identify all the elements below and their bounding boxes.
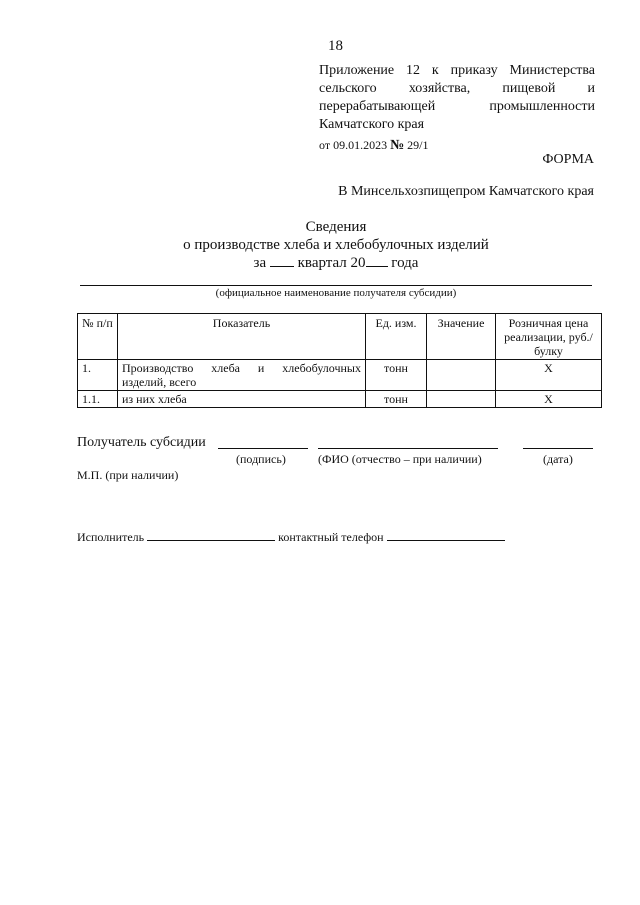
row-value <box>427 360 496 391</box>
row-indicator: из них хлеба <box>118 391 366 408</box>
phone-line <box>387 528 505 541</box>
page-number: 18 <box>328 38 343 54</box>
table-row <box>78 360 602 391</box>
row-value <box>427 391 496 408</box>
header-price: Розничная цена реализации, руб./булку <box>496 314 602 360</box>
full-name-caption: (ФИО (отчество – при наличии) <box>318 452 482 466</box>
full-name-line <box>318 448 498 449</box>
table-header-row <box>78 314 602 360</box>
title-period <box>80 254 592 272</box>
form-label: ФОРМА <box>542 152 594 167</box>
table-row <box>78 391 602 408</box>
signature-line <box>218 448 308 449</box>
appendix-line-2: сельского хозяйства, пищевой и <box>319 81 595 96</box>
phone-label: контактный телефон <box>278 530 384 544</box>
period-prefix: за <box>253 255 267 271</box>
row-unit: тонн <box>366 391 427 408</box>
recipient-name-line <box>80 285 592 286</box>
header-number: № п/п <box>78 314 118 360</box>
row-indicator: Производство хлеба и хлебобулочных изделий, всего <box>118 360 366 391</box>
title-line-1: Сведения <box>305 219 367 235</box>
executor-label: Исполнитель <box>77 530 145 544</box>
executor-name-line <box>147 528 275 541</box>
appendix-line-1: Приложение 12 к приказу Министерства <box>319 63 595 78</box>
appendix-line-4: Камчатского края <box>319 117 425 132</box>
period-suffix: года <box>391 255 419 271</box>
row-number: 1. <box>78 360 118 391</box>
title-line-2: о производстве хлеба и хлебобулочных изделий <box>183 237 489 253</box>
data-table <box>77 313 602 408</box>
order-date: от 09.01.2023 <box>319 138 388 152</box>
appendix-line-3: перерабатывающей промышленности <box>319 99 595 114</box>
header-unit: Ед. изм. <box>366 314 427 360</box>
row-price: X <box>496 391 602 408</box>
executor-row <box>77 528 505 545</box>
date-line <box>523 448 593 449</box>
period-middle: квартал 20 <box>297 255 366 271</box>
signature-caption: (подпись) <box>236 452 286 466</box>
header-indicator: Показатель <box>118 314 366 360</box>
order-number: 29/1 <box>407 138 429 152</box>
row-price: X <box>496 360 602 391</box>
appendix-header <box>319 62 595 155</box>
date-caption: (дата) <box>543 452 573 466</box>
header-value: Значение <box>427 314 496 360</box>
row-unit: тонн <box>366 360 427 391</box>
addressee: В Минсельхозпищепром Камчатского края <box>338 184 594 199</box>
recipient-name-caption: (официальное наименование получателя субсидии) <box>215 287 457 299</box>
quarter-blank <box>270 254 294 267</box>
row-number: 1.1. <box>78 391 118 408</box>
recipient-label: Получатель субсидии <box>77 435 206 450</box>
year-blank <box>366 254 388 267</box>
order-number-sign: № <box>390 138 405 153</box>
stamp-note: М.П. (при наличии) <box>77 468 179 482</box>
document-title <box>80 218 592 272</box>
